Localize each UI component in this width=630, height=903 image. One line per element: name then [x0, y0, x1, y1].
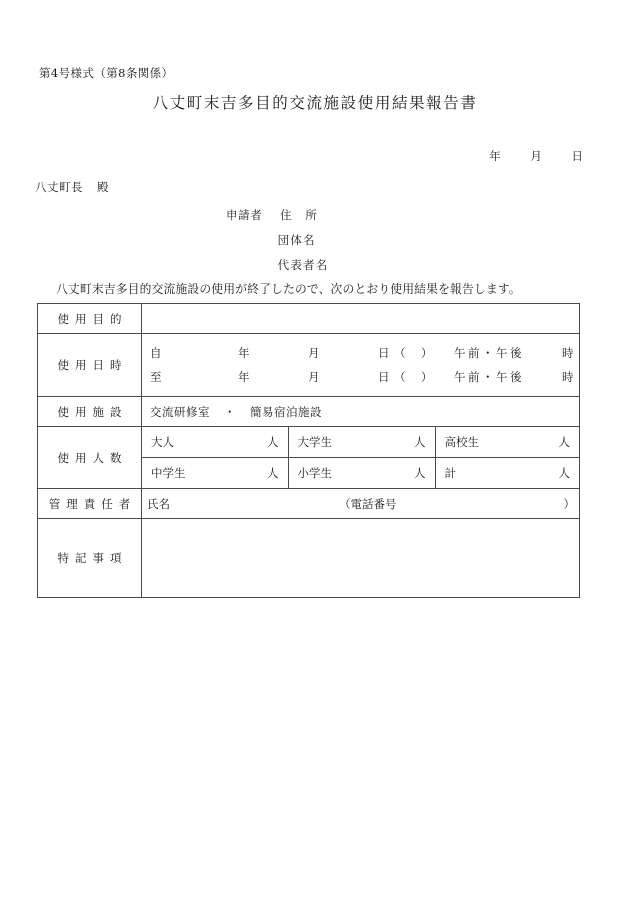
people-label-juniorhigh: 中学生 — [151, 466, 186, 480]
datetime-to-hour: 時 — [562, 370, 574, 384]
people-label-elementary: 小学生 — [297, 466, 332, 480]
date-line — [489, 148, 583, 164]
table-row-purpose — [38, 304, 580, 334]
label-usage-purpose: 使用目的 — [38, 304, 142, 334]
people-unit-juniorhigh: 人 — [267, 466, 279, 480]
datetime-line-to[interactable] — [142, 365, 579, 389]
field-manager — [142, 489, 580, 519]
addressee-honorific: 殿 — [97, 180, 109, 194]
people-label-university: 大学生 — [297, 435, 332, 449]
label-special-notes: 特記事項 — [38, 519, 142, 598]
people-label-highschool: 高校生 — [444, 435, 479, 449]
datetime-from-weekday-paren: （ ） — [394, 346, 435, 360]
applicant-group-label: 団体名 — [277, 233, 316, 247]
label-manager: 管理責任者 — [38, 489, 142, 519]
datetime-from-ampm[interactable]: 午前・午後 — [454, 346, 524, 360]
datetime-line-from[interactable] — [142, 341, 579, 365]
field-usage-purpose[interactable] — [142, 304, 580, 334]
facility-option-meeting-room[interactable]: 交流研修室 — [150, 404, 210, 419]
people-cell-elementary[interactable] — [288, 458, 435, 489]
applicant-block — [226, 203, 328, 278]
manager-tel-open-label[interactable]: （電話番号 — [339, 496, 397, 511]
manager-tel-close-paren: ） — [563, 496, 575, 511]
people-unit-adult: 人 — [267, 435, 279, 449]
applicant-representative-row — [226, 253, 328, 278]
datetime-to-year: 年 — [238, 370, 250, 384]
applicant-representative-label: 代表者名 — [277, 258, 329, 272]
datetime-to-month: 月 — [308, 370, 320, 384]
label-usage-datetime: 使用日時 — [38, 334, 142, 397]
datetime-to-day: 日 — [378, 370, 390, 384]
people-cell-highschool[interactable] — [435, 427, 579, 458]
date-day-label: 日 — [571, 149, 583, 163]
datetime-from-year: 年 — [238, 346, 250, 360]
page-title: 八丈町末吉多目的交流施設使用結果報告書 — [152, 94, 478, 112]
people-count-row-upper — [142, 427, 579, 458]
date-year-label: 年 — [489, 149, 501, 163]
addressee-name: 八丈町長 — [35, 180, 83, 194]
people-label-adult: 大人 — [151, 435, 174, 449]
form-number: 第4号様式（第8条関係） — [39, 66, 174, 80]
manager-name-label[interactable]: 氏名 — [147, 496, 170, 511]
table-row-datetime — [38, 334, 580, 397]
usage-report-table — [37, 303, 580, 598]
people-unit-highschool: 人 — [558, 435, 570, 449]
people-count-row-lower — [142, 458, 579, 489]
applicant-address-row — [226, 203, 328, 228]
applicant-lead-label: 申請者 — [226, 208, 263, 222]
field-usage-facility — [142, 397, 580, 427]
people-cell-total[interactable] — [435, 458, 579, 489]
datetime-to-weekday-paren: （ ） — [394, 370, 435, 384]
datetime-to-bound: 至 — [150, 370, 162, 384]
label-usage-facility: 使用施設 — [38, 397, 142, 427]
field-usage-datetime — [142, 334, 580, 397]
addressee — [35, 179, 109, 195]
field-special-notes[interactable] — [142, 519, 580, 598]
table-row-manager — [38, 489, 580, 519]
field-usage-people-count — [142, 427, 580, 489]
label-usage-people-count: 使用人数 — [38, 427, 142, 489]
people-unit-university: 人 — [414, 435, 426, 449]
intro-sentence: 八丈町末吉多目的交流施設の使用が終了したので、次のとおり使用結果を報告します。 — [56, 282, 521, 296]
people-unit-elementary: 人 — [414, 466, 426, 480]
applicant-address-label: 住 所 — [279, 208, 319, 222]
table-row-people-count — [38, 427, 580, 489]
facility-separator: ・ — [224, 404, 236, 419]
people-cell-juniorhigh[interactable] — [142, 458, 288, 489]
datetime-from-hour: 時 — [562, 346, 574, 360]
datetime-from-month: 月 — [308, 346, 320, 360]
people-label-total: 計 — [444, 466, 456, 480]
datetime-to-ampm[interactable]: 午前・午後 — [454, 370, 524, 384]
people-unit-total: 人 — [558, 466, 570, 480]
people-cell-university[interactable] — [288, 427, 435, 458]
applicant-group-row — [226, 228, 328, 253]
facility-option-lodging[interactable]: 簡易宿泊施設 — [250, 404, 322, 419]
datetime-from-bound: 自 — [150, 346, 162, 360]
people-cell-adult[interactable] — [142, 427, 288, 458]
table-row-notes — [38, 519, 580, 598]
datetime-from-day: 日 — [378, 346, 390, 360]
people-count-subtable — [142, 427, 579, 488]
table-row-facility — [38, 397, 580, 427]
date-month-label: 月 — [530, 149, 542, 163]
